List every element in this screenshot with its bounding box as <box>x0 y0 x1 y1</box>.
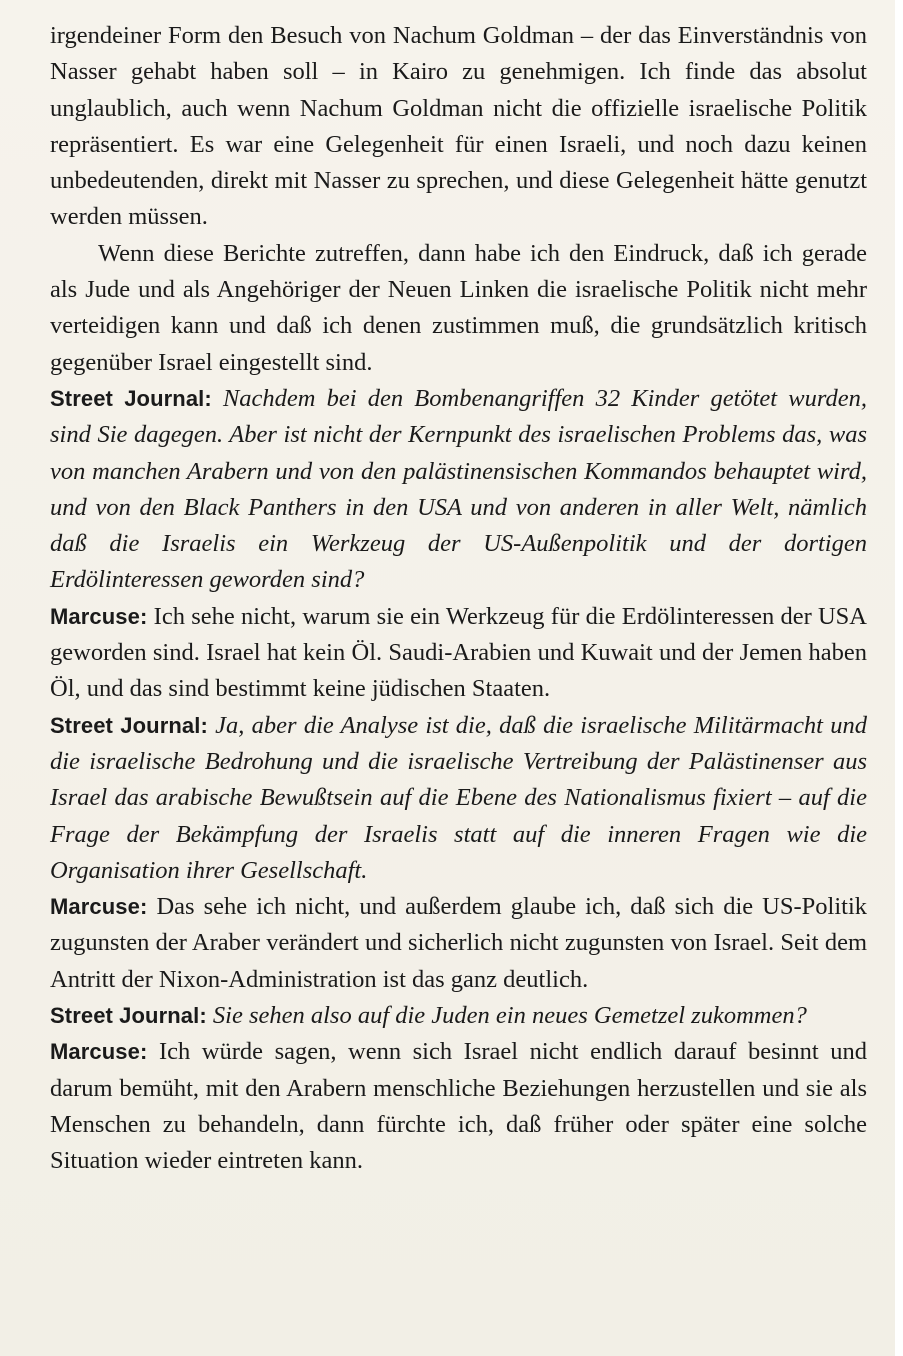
answer-text: Das sehe ich nicht, und außerdem glaube ich, daß sich die US-Politik zugunsten der Araber verändert und sicherlich nicht zugunsten von Israel. Seit dem Antritt der Nixon-Administration ist das ganz deutlich. <box>50 893 868 993</box>
interview-answer <box>50 599 867 708</box>
speaker-label-marcuse: Marcuse: <box>50 894 148 920</box>
question-text: Nachdem bei den Bombenangriffen 32 Kinder getötet wurden, sind Sie dagegen. Aber ist nicht der Kernpunkt des israelischen Problems das, was von manchen Arabern und von den palästinensischen Kommandos behauptet wird, und von den Black Panthers in den USA und von anderen in aller Welt, nämlich daß die Israelis ein Werkzeug der US-Außenpolitik und der dortigen Erdölinteressen geworden sind? <box>50 384 867 594</box>
question-text: Sie sehen also auf die Juden ein neues Gemetzel zukommen? <box>212 1002 807 1030</box>
interview-question <box>50 998 867 1034</box>
speaker-label-marcuse: Marcuse: <box>50 603 148 629</box>
speaker-label-interviewer: Street Journal: <box>50 712 208 738</box>
answer-text: Ich würde sagen, wenn sich Israel nicht endlich darauf besinnt und darum bemüht, mit den Arabern menschliche Beziehungen herzustellen und sie als Menschen zu behandeln, dann fürchte ich, daß früher oder später eine solche Situation wieder eintreten kann. <box>50 1038 868 1175</box>
speaker-label-interviewer: Street Journal: <box>50 1003 207 1029</box>
interview-answer <box>50 889 867 998</box>
paragraph-continuation: irgendeiner Form den Besuch von Nachum Goldman – der das Einverständnis von Nasser gehabt haben soll – in Kairo zu genehmigen. Ich finde das absolut unglaublich, auch wenn Nachum Goldman nicht die offizielle israelische Politik repräsentiert. Es war eine Gelegenheit für einen Israeli, und noch dazu keinen unbedeutenden, direkt mit Nasser zu sprechen, und diese Gelegenheit hätte genutzt werden müssen. <box>50 22 867 231</box>
interview-answer <box>50 1034 867 1179</box>
speaker-label-marcuse: Marcuse: <box>50 1039 148 1065</box>
question-text: Ja, aber die Analyse ist die, daß die israelische Militärmacht und die israelische Bedrohung und die israelische Vertreibung der Palästinenser aus Israel das arabische Bewußtsein auf die Ebene des Nationalismus fixiert – auf die Frage der Bekämpfung der Israelis statt auf die inneren Fragen wie die Organisation ihrer Gesellschaft. <box>50 711 868 884</box>
interview-question <box>50 708 867 889</box>
speaker-label-interviewer: Street Journal: <box>50 385 212 411</box>
answer-text: Ich sehe nicht, warum sie ein Werkzeug für die Erdölinteressen der USA geworden sind. Israel hat kein Öl. Saudi-Arabien und Kuwait und der Jemen haben Öl, und das sind bestimmt keine jüdischen Staaten. <box>50 602 867 703</box>
interview-question <box>50 381 867 599</box>
paragraph-narrative: Wenn diese Berichte zutreffen, dann habe ich den Eindruck, daß ich gerade als Jude und als Angehöriger der Neuen Linken die israelische Politik nicht mehr verteidigen kann und daß ich denen zustimmen muß, die grundsätzlich kritisch gegenüber Israel eingestellt sind. <box>50 239 867 376</box>
